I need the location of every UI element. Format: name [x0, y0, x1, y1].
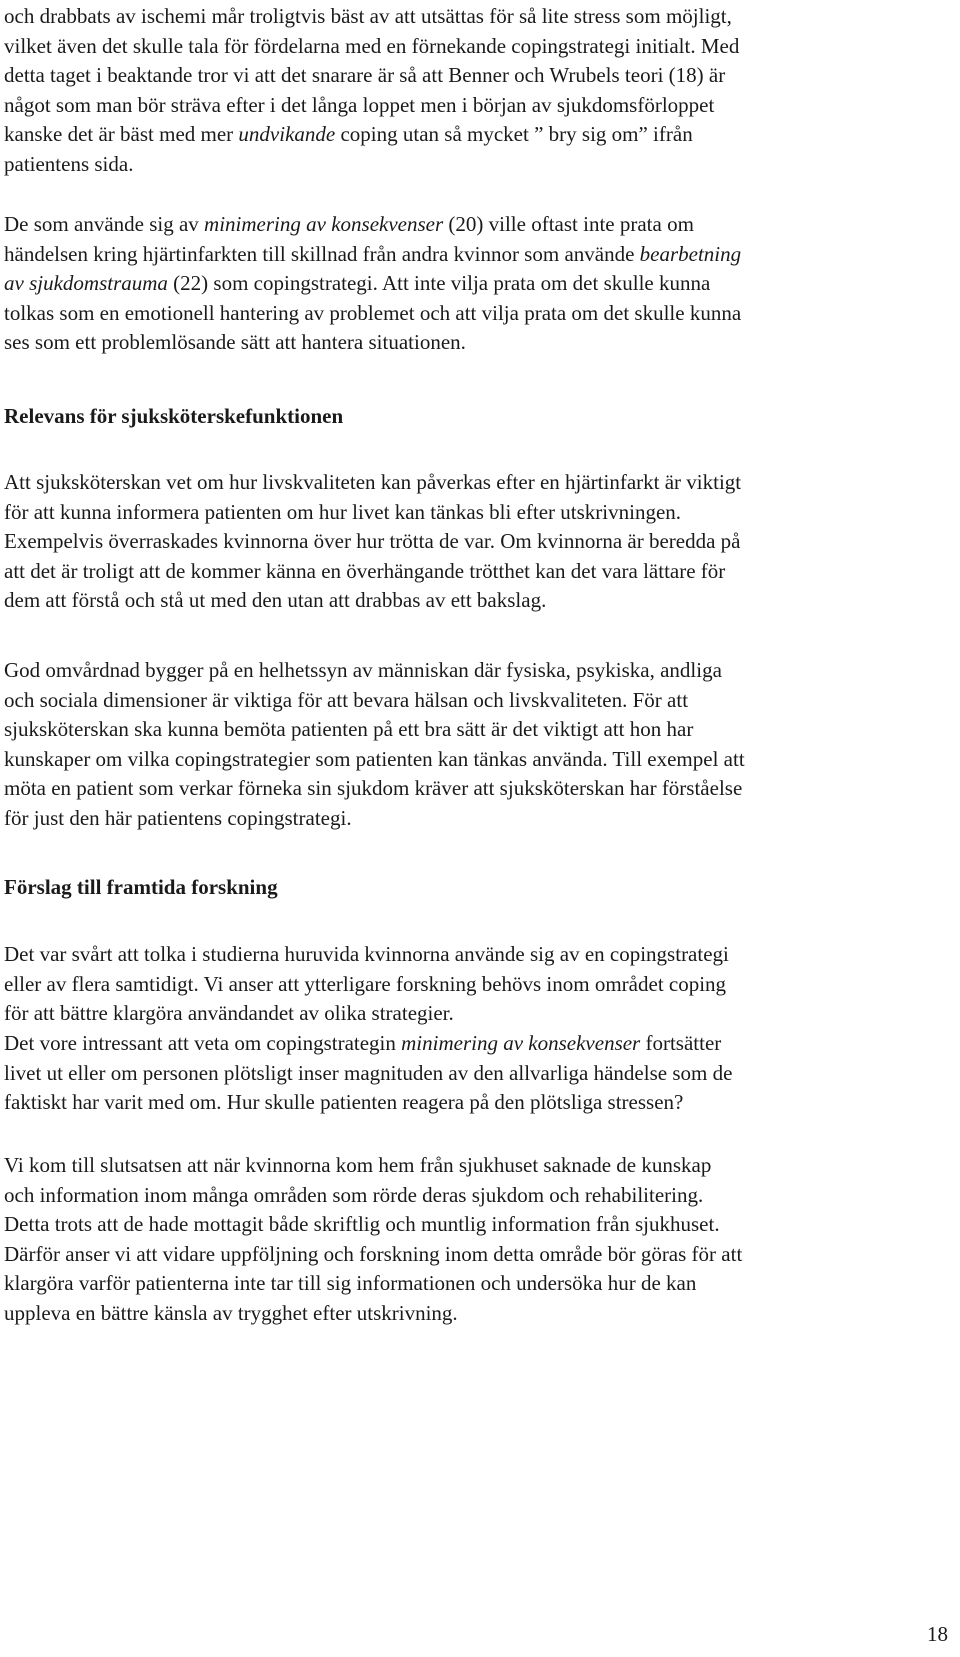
emphasis-undvikande: undvikande [238, 122, 336, 146]
paragraph-coping-intro [4, 2, 948, 179]
paragraph-minimering [4, 210, 948, 358]
paragraph-text-tail: coping utan så mycket ” bry sig om” ifrån patientens sida. [4, 122, 693, 176]
paragraph-intressant [4, 1029, 948, 1118]
emphasis-minimering: minimering av konsekvenser [401, 1031, 641, 1055]
paragraph-text: fortsätter livet ut eller om personen plötsligt inser magnituden av den allvarliga händelse som de faktiskt har varit med om. Hur skulle patienten reagera på den plötsliga stressen? [4, 1031, 733, 1114]
paragraph-slutsats: Vi kom till slutsatsen att när kvinnorna kom hem från sjukhuset saknade de kunskap och information inom många områden som rörde deras sjukdom och rehabilitering. Detta trots att de hade mottagit både skriftlig och muntlig information från sjukhuset. Därför anser vi att vidare uppföljning och forskning inom detta område bör göras för att klargöra varför patienterna inte tar till sig informationen och undersöka hur de kan uppleva en bättre känsla av trygghet efter utskrivning. [4, 1153, 743, 1325]
paragraph-text: och drabbats av ischemi mår troligtvis bäst av att utsättas för så lite stress som möjligt, vilket även det skulle tala för fördelarna med en förnekande copingstrategi initialt. Med detta taget i beaktande tror vi att det snarare är så att Benner och Wrubels teori (18) är något som man bör sträva efter i det långa loppet men i början av sjukdomsförloppet kanske det är bäst med mer [4, 4, 740, 146]
paragraph-text: De som använde sig av [4, 212, 205, 236]
paragraph-text: (20) ville oftast inte prata om händelsen kring hjärtinfarkten till skillnad från andra kvinnor som använde [4, 212, 694, 266]
paragraph-text: Det vore intressant att veta om copingstrategin [4, 1031, 402, 1055]
paragraph-livskvalitet: Att sjuksköterskan vet om hur livskvaliteten kan påverkas efter en hjärtinfarkt är viktigt för att kunna informera patienten om hur livet kan tänkas bli efter utskrivningen. Exempelvis överraskades kvinnorna över hur trötta de var. Om kvinnorna är beredda på att det är troligt att de kommer känna en överhängande trötthet kan det vara lättare för dem att förstå och stå ut med den utan att drabbas av ett bakslag. [4, 470, 742, 612]
section-heading-forslag: Förslag till framtida forskning [4, 875, 278, 899]
paragraph-text: (22) som copingstrategi. Att inte vilja prata om det skulle kunna tolkas som en emotionell hantering av problemet och att vilja prata om det skulle kunna ses som ett problemlösande sätt att hantera situationen. [4, 271, 742, 354]
paragraph-forskning: Det var svårt att tolka i studierna huruvida kvinnorna använde sig av en copingstrategi eller av flera samtidigt. Vi anser att ytterligare forskning behövs inom området coping för att bättre klargöra användandet av olika strategier. [4, 942, 729, 1025]
emphasis-minimering: minimering av konsekvenser [204, 212, 444, 236]
section-heading-relevans: Relevans för sjuksköterskefunktionen [4, 404, 344, 428]
emphasis-bearbetning: bearbetning av sjukdomstrauma [4, 241, 742, 295]
paragraph-omvardnad: God omvårdnad bygger på en helhetssyn av människan där fysiska, psykiska, andliga och sociala dimensioner är viktiga för att bevara hälsan och livskvaliteten. För att sjuksköterskan ska kunna bemöta patienten på ett bra sätt är det viktigt att hon har kunskaper om vilka copingstrategier som patienten kan tänkas använda. Till exempel att möta en patient som verkar förneka sin sjukdom kräver att sjuksköterskan har förståelse för just den här patientens copingstrategi. [4, 658, 745, 830]
page-number: 18 [927, 1622, 948, 1646]
